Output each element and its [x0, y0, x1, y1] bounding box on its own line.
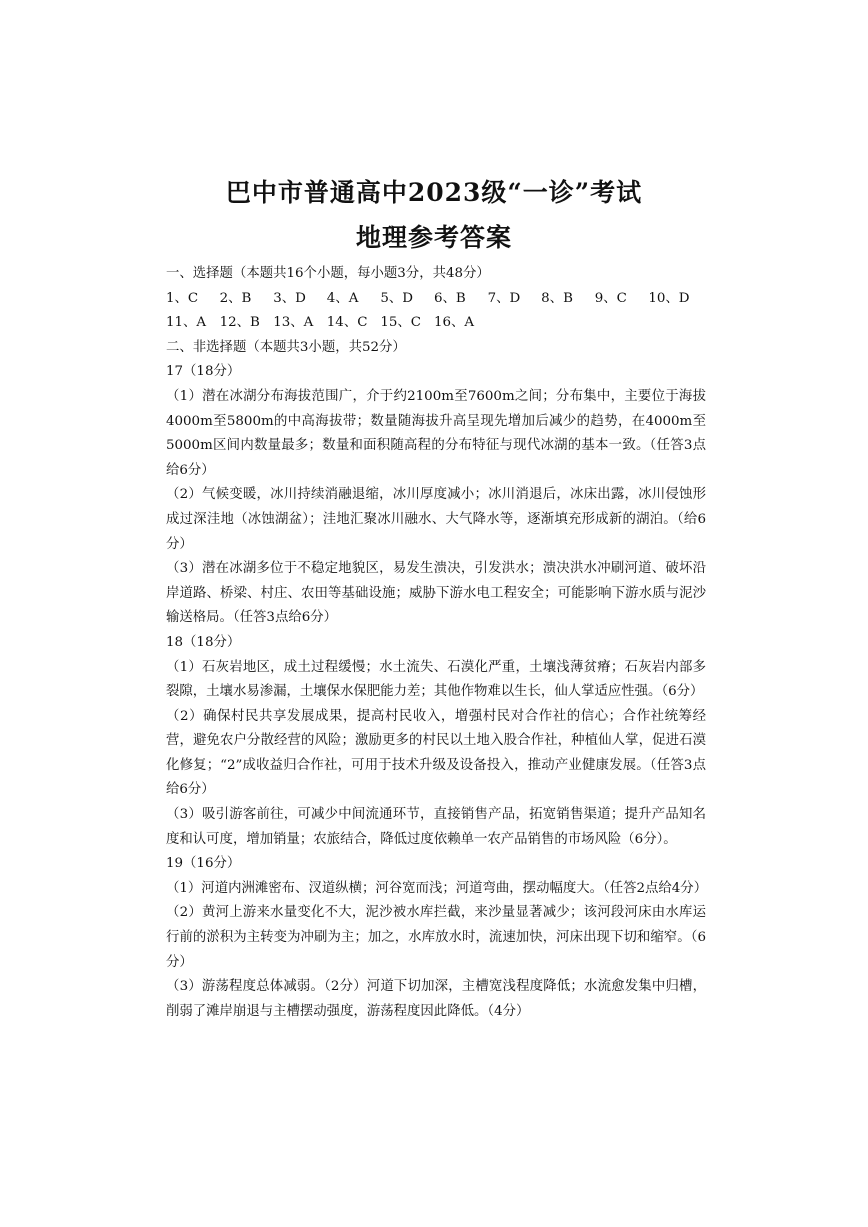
mc-answer: 14、C — [326, 315, 368, 331]
mc-answer: 3、D — [273, 290, 306, 306]
mc-answer: 16、A — [433, 315, 475, 331]
mc-answer: 10、D — [648, 290, 690, 306]
q17-answer-1: （1）潜在冰湖分布海拔范围广，介于约2100m至7600m之间；分布集中，主要位于海拔4000m至5800m的中高海拔带；数量随海拔升高呈现先增加后减少的趋势，在4000m至5000m区间内数量最多；数量和面积随高程的分布特征与现代冰湖的基本一致。（任答3点给6分） — [166, 388, 706, 478]
mc-answer: 11、A — [166, 315, 207, 331]
q19-answer-3: （3）游荡程度总体减弱。（2分）河道下切加深，主槽宽浅程度降低；水流愈发集中归槽，削弱了滩岸崩退与主槽摆动强度，游荡程度因此降低。（4分） — [166, 979, 706, 1019]
section2-heading: 二、非选择题（本题共3小题，共52分） — [166, 339, 406, 355]
mc-answer: 12、B — [219, 315, 260, 331]
q18-heading: 18（18分） — [166, 634, 241, 650]
mc-answer: 5、D — [380, 290, 414, 306]
q17-answer-2: （2）气候变暖，冰川持续消融退缩，冰川厚度减小；冰川消退后，冰床出露，冰川侵蚀形成过深洼地（冰蚀湖盆）；洼地汇聚冰川融水、大气降水等，逐渐填充形成新的湖泊。（给6分） — [166, 487, 706, 552]
mc-answers-row-1 — [166, 287, 706, 312]
q17-heading: 17（18分） — [166, 364, 241, 380]
mc-answer: 15、C — [380, 315, 422, 331]
page-title: 巴中市普通高中2023级“一诊”考试 — [225, 178, 643, 207]
answer-content — [166, 262, 706, 1024]
section1-heading: 一、选择题（本题共16个小题，每小题3分，共48分） — [166, 266, 490, 281]
mc-answer: 6、B — [433, 290, 466, 306]
mc-answer: 2、B — [219, 290, 252, 306]
q17-answer-3: （3）潜在冰湖多位于不稳定地貌区，易发生溃决，引发洪水；溃决洪水冲刷河道、破坏沿岸道路、桥梁、村庄、农田等基础设施；威胁下游水电工程安全；可能影响下游水质与泥沙输送格局。（任答3点给6分） — [166, 561, 706, 626]
q18-answer-3: （3）吸引游客前往，可减少中间流通环节，直接销售产品，拓宽销售渠道；提升产品知名度和认可度，增加销量；农旅结合，降低过度依赖单一农产品销售的市场风险（6分）。 — [166, 807, 706, 847]
page-subtitle: 地理参考答案 — [355, 223, 512, 252]
q19-answer-2: （2）黄河上游来水量变化不大，泥沙被水库拦截，来沙量显著减少；该河段河床由水库运行前的淤积为主转变为冲刷为主；加之，水库放水时，流速加快，河床出现下切和缩窄。（6分） — [166, 905, 706, 970]
mc-answers-row-2 — [166, 311, 706, 336]
mc-answer: 13、A — [273, 315, 314, 331]
q18-answer-1: （1）石灰岩地区，成土过程缓慢；水土流失、石漠化严重，土壤浅薄贫瘠；石灰岩内部多裂隙，土壤水易渗漏，土壤保水保肥能力差；其他作物难以生长，仙人掌适应性强。（6分） — [166, 659, 706, 700]
mc-answer: 1、C — [166, 290, 199, 306]
q19-answer-1: （1）河道内洲滩密布、汊道纵横；河谷宽而浅；河道弯曲，摆动幅度大。（任答2点给4分） — [166, 880, 708, 896]
q18-answer-2: （2）确保村民共享发展成果，提高村民收入，增强村民对合作社的信心；合作社统筹经营，避免农户分散经营的风险；激励更多的村民以土地入股合作社，种植仙人掌，促进石漠化修复；“2”成收益归合作社，可用于技术升级及设备投入，推动产业健康发展。（任答3点给6分） — [166, 708, 706, 798]
mc-answer: 4、A — [326, 290, 359, 306]
mc-answer: 8、B — [541, 290, 573, 306]
mc-answer: 7、D — [487, 290, 521, 306]
q19-heading: 19（16分） — [166, 856, 241, 872]
mc-answer: 9、C — [594, 290, 627, 306]
